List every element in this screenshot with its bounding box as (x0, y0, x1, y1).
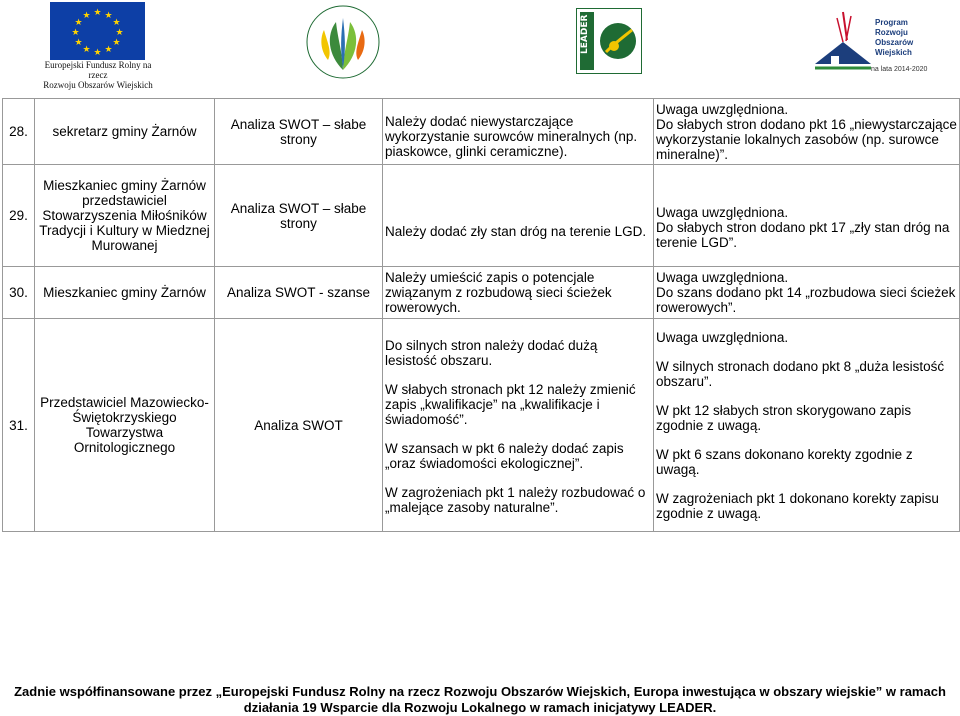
remark-cell (383, 267, 654, 319)
svg-text:★: ★ (112, 18, 121, 28)
svg-text:★: ★ (82, 45, 91, 55)
table-row (3, 165, 960, 267)
section-cell: Analiza SWOT - szanse (215, 267, 383, 319)
table-row (3, 319, 960, 532)
remark-cell (383, 99, 654, 165)
answer-text: W silnych stronach dodano pkt 8 „duża lesistość obszaru”. (656, 358, 945, 389)
answer-text: W zagrożeniach pkt 1 dokonano korekty zapisu zgodnie z uwagą. (656, 490, 939, 521)
remark-cell (383, 165, 654, 267)
remark-cell (383, 319, 654, 532)
remark-text: W zagrożeniach pkt 1 należy rozbudować o „malejące zasoby naturalne”. (385, 485, 646, 515)
submitter-cell: Mieszkaniec gminy Żarnów przedstawiciel Stowarzyszenia Miłośników Tradycji i Kultury w Miedznej Murowanej (35, 165, 215, 267)
svg-text:★: ★ (71, 28, 80, 38)
funding-footer (0, 684, 960, 716)
remark-text: Należy dodać zły stan dróg na terenie LGD. (385, 224, 647, 239)
row-number: 29. (3, 165, 35, 267)
answer-text: Uwaga uwzględniona. (656, 329, 789, 345)
answer-text: Do szans dodano pkt 14 „rozbudowa sieci ścieżek rowerowych”. (656, 285, 956, 315)
svg-text:★: ★ (112, 38, 121, 48)
answer-cell (654, 165, 960, 267)
svg-text:★: ★ (93, 48, 102, 58)
answer-cell (654, 319, 960, 532)
section-cell: Analiza SWOT – słabe strony (215, 99, 383, 165)
table-row (3, 99, 960, 165)
svg-text:★: ★ (104, 45, 113, 55)
submitter-cell: sekretarz gminy Żarnów (35, 99, 215, 165)
answer-cell (654, 267, 960, 319)
svg-text:★: ★ (104, 11, 113, 21)
remark-text: Należy umieścić zapis o potencjale związanym z rozbudową sieci ścieżek rowerowych. (385, 270, 612, 315)
remark-text: W słabych stronach pkt 12 należy zmienić zapis „kwalifikacje” na „kwalifikacje i świadomość”. (385, 382, 636, 427)
answer-text: W pkt 6 szans dokonano korekty zgodnie z uwagą. (656, 446, 913, 477)
remarks-table (2, 98, 960, 532)
eu-caption-line2: Rozwoju Obszarów Wiejskich (43, 80, 153, 90)
eu-flag-icon (50, 2, 145, 60)
leader-logo (576, 8, 642, 74)
eu-caption-line1: Europejski Fundusz Rolny na rzecz (44, 60, 152, 80)
svg-text:★: ★ (82, 11, 91, 21)
row-number: 30. (3, 267, 35, 319)
prow-logo (813, 4, 928, 78)
remark-text: W szansach w pkt 6 należy dodać zapis „oraz świadomości ekologicznej”. (385, 441, 624, 471)
svg-text:★: ★ (74, 18, 83, 28)
lgd-logo (298, 0, 388, 84)
section-cell: Analiza SWOT (215, 319, 383, 532)
svg-text:LEADER: LEADER (580, 14, 590, 54)
remark-text: Do silnych stron należy dodać dużą lesistość obszaru. (385, 338, 598, 368)
answer-cell (654, 99, 960, 165)
submitter-cell: Mieszkaniec gminy Żarnów (35, 267, 215, 319)
answer-text: W pkt 12 słabych stron skorygowano zapis zgodnie z uwagą. (656, 402, 912, 433)
prow-title: Program Rozwoju Obszarów Wiejskich (875, 18, 914, 57)
eu-logo (38, 2, 158, 90)
answer-text: Uwaga uwzględniona. (656, 204, 789, 220)
svg-text:★: ★ (93, 8, 102, 18)
row-number: 31. (3, 319, 35, 532)
answer-text: Do słabych stron dodano pkt 16 „niewystarczające wykorzystanie lokalnych zasobów (np. surowce mineralne)”. (656, 116, 957, 162)
remark-text: Należy dodać niewystarczające wykorzystanie surowców mineralnych (np. piaskowce, glinki ceramiczne). (385, 113, 638, 159)
section-cell: Analiza SWOT – słabe strony (215, 165, 383, 267)
answer-text: Uwaga uwzględniona. (656, 101, 789, 117)
svg-text:★: ★ (115, 28, 124, 38)
eu-caption (38, 60, 158, 90)
table-row (3, 267, 960, 319)
submitter-cell: Przedstawiciel Mazowiecko-Świętokrzyskiego Towarzystwa Ornitologicznego (35, 319, 215, 532)
svg-text:★: ★ (74, 38, 83, 48)
prow-years: na lata 2014-2020 (871, 66, 928, 73)
row-number: 28. (3, 99, 35, 165)
footer-line2: działania 19 Wsparcie dla Rozwoju Lokalnego w ramach inicjatywy LEADER. (243, 700, 717, 715)
answer-text: Do słabych stron dodano pkt 17 „zły stan dróg na terenie LGD”. (656, 219, 950, 250)
footer-line1: Zadnie współfinansowane przez „Europejski Fundusz Rolny na rzecz Rozwoju Obszarów Wiejskich, Europa inwestująca w obszary wiejskie” w ramach (14, 684, 946, 699)
answer-text: Uwaga uwzględniona. (656, 270, 789, 285)
